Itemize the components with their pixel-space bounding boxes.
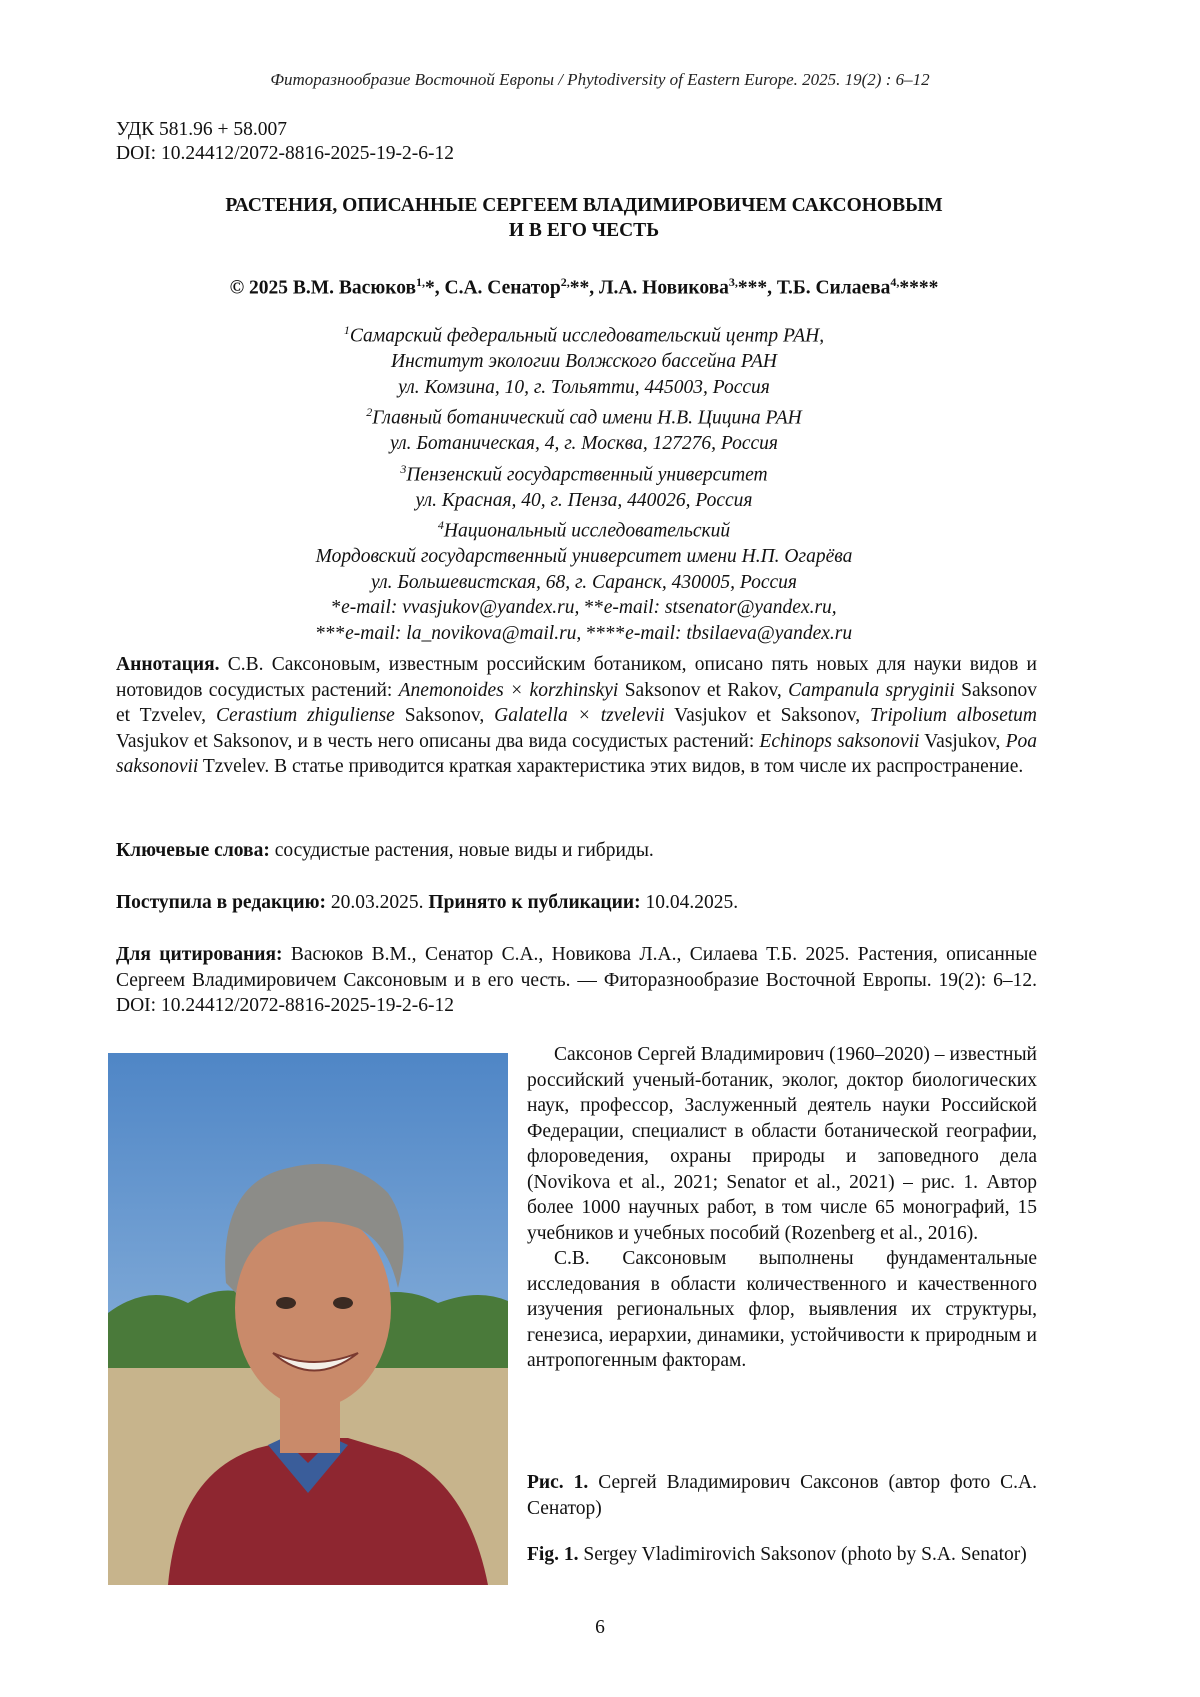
author-list [116, 270, 1052, 301]
email-link-3[interactable]: e-mail: la_novikova@mail.ru, [345, 623, 586, 644]
species-name: Echinops saksonovii [759, 731, 919, 752]
citation-label: Для цитирования: [116, 944, 282, 965]
page-number: 6 [0, 1617, 1200, 1639]
right-eye [333, 1297, 353, 1309]
species-name: Anemonoides × korzhinskyi [399, 680, 619, 701]
author-3-affil: 3, [729, 275, 738, 289]
publication-dates [116, 890, 1037, 916]
copyright: © 2025 [230, 278, 293, 299]
article-title [116, 193, 1052, 243]
email-link-1[interactable]: e-mail: vvasjukov@yandex.ru, [341, 597, 584, 618]
figure-label-ru: Рис. 1. [527, 1472, 588, 1493]
email-link-2[interactable]: e-mail: stsenator@yandex.ru, [604, 597, 837, 618]
author-1: В.М. Васюков [293, 278, 416, 299]
author-2: С.А. Сенатор [445, 278, 561, 299]
affiliation-3-org: 3Пензенский государственный университет [116, 457, 1052, 488]
abstract: Аннотация. С.В. Саксоновым, известным российским ботаником, описано пять новых для науки видов и нотовидов сосудистых растений: Anemonoides × korzhinskyi Saksonov et Rakov, Campanula spryginii Saksonov et Tzvelev, Cerastium zhiguliense Saksonov, Galatella × tzvelevii Vasjukov et Saksonov, Tripolium albosetum Vasjukov et Saksonov, и в честь него описаны два вида сосудистых растений: Echinops saksonovii Vasjukov, Poa saksonovii Tzvelev. В статье приводится краткая характеристика этих видов, в том числе их распространение. [116, 652, 1037, 780]
author-1-affil: 1, [416, 275, 425, 289]
left-eye [276, 1297, 296, 1309]
abstract-label: Аннотация. [116, 654, 220, 675]
author-4: Т.Б. Силаева [777, 278, 891, 299]
title-line-1: РАСТЕНИЯ, ОПИСАННЫЕ СЕРГЕЕМ ВЛАДИМИРОВИЧЕМ САКСОНОВЫМ [116, 193, 1052, 218]
author-2-affil: 2, [561, 275, 570, 289]
affiliation-2-org: 2Главный ботанический сад имени Н.В. Цицина РАН [116, 400, 1052, 431]
affiliation-4-university: Мордовский государственный университет имени Н.П. Огарёва [116, 544, 1052, 570]
accepted-date: 10.04.2025. [641, 892, 739, 913]
email-link-4[interactable]: e-mail: tbsilaeva@yandex.ru [625, 623, 852, 644]
figure-caption-ru: Рис. 1. Сергей Владимирович Саксонов (автор фото С.А. Сенатор) [527, 1470, 1037, 1521]
email-line-1: *e-mail: vvasjukov@yandex.ru, **e-mail: stsenator@yandex.ru, [116, 595, 1052, 621]
running-head: Фиторазнообразие Восточной Европы / Phytodiversity of Eastern Europe. 2025. 19(2) : 6–12 [0, 70, 1200, 90]
affiliation-1-org: 1Самарский федеральный исследовательский центр РАН, [116, 318, 1052, 349]
portrait-photo [108, 1053, 508, 1585]
species-name: Campanula spryginii [788, 680, 955, 701]
author-1-mark: *, [425, 278, 445, 299]
affiliations [116, 318, 1052, 646]
email-line-2: ***e-mail: la_novikova@mail.ru, ****e-mail: tbsilaeva@yandex.ru [116, 621, 1052, 647]
author-2-mark: **, [570, 278, 599, 299]
species-name: Cerastium zhiguliense [216, 705, 395, 726]
udk-code: УДК 581.96 + 58.007 [116, 118, 454, 142]
author-4-mark: **** [899, 278, 938, 299]
article-identifiers [116, 118, 454, 166]
body-text [527, 1042, 1037, 1374]
affiliation-4-address: ул. Большевистская, 68, г. Саранск, 430005, Россия [116, 570, 1052, 596]
affiliation-3-address: ул. Красная, 40, г. Пенза, 440026, Россия [116, 488, 1052, 514]
affiliation-1-institute: Институт экологии Волжского бассейна РАН [116, 349, 1052, 375]
page [0, 0, 1200, 1697]
portrait-illustration [108, 1053, 508, 1585]
species-name: Poa saksonovii [116, 731, 1037, 778]
received-date: 20.03.2025. [326, 892, 428, 913]
author-3-mark: ***, [738, 278, 777, 299]
citation [116, 942, 1037, 1019]
citation-text: Васюков В.М., Сенатор С.А., Новикова Л.А., Силаева Т.Б. 2025. Растения, описанные Сергеем Владимировичем Саксоновым и в его честь. — Фиторазнообразие Восточной Европы. 19(2): 6–12. DOI: 10.24412/2072-8816-2025-19-2-6-12 [116, 944, 1037, 1016]
author-3: Л.А. Новикова [599, 278, 729, 299]
doi: DOI: 10.24412/2072-8816-2025-19-2-6-12 [116, 142, 454, 166]
keywords-text: сосудистые растения, новые виды и гибриды. [270, 840, 654, 861]
title-line-2: И В ЕГО ЧЕСТЬ [116, 218, 1052, 243]
body-paragraph-1: Саксонов Сергей Владимирович (1960–2020) – известный российский ученый-ботаник, эколог, доктор биологических наук, профессор, Заслуженный деятель науки Российской Федерации, специалист в области ботанической географии, флороведения, охраны природы и заповедного дела (Novikova et al., 2021; Senator et al., 2021) – рис. 1. Автор более 1000 научных работ, в том числе 65 монографий, 15 учебников и учебных пособий (Rozenberg et al., 2016). [527, 1042, 1037, 1246]
accepted-label: Принято к публикации: [428, 892, 640, 913]
received-label: Поступила в редакцию: [116, 892, 326, 913]
keywords [116, 838, 1037, 864]
author-4-affil: 4, [890, 275, 899, 289]
figure-caption-en: Fig. 1. Sergey Vladimirovich Saksonov (photo by S.A. Senator) [527, 1542, 1037, 1568]
keywords-label: Ключевые слова: [116, 840, 270, 861]
affiliation-2-address: ул. Ботаническая, 4, г. Москва, 127276, Россия [116, 431, 1052, 457]
affiliation-4-org: 4Национальный исследовательский [116, 513, 1052, 544]
species-name: Tripolium albosetum [870, 705, 1037, 726]
species-name: Galatella × tzvelevii [494, 705, 665, 726]
figure-label-en: Fig. 1. [527, 1544, 578, 1565]
affiliation-1-address: ул. Комзина, 10, г. Тольятти, 445003, Россия [116, 375, 1052, 401]
body-paragraph-2: С.В. Саксоновым выполнены фундаментальные исследования в области количественного и качественного изучения региональных флор, выявления их структуры, генезиса, иерархии, динамики, устойчивости к природным и антропогенным факторам. [527, 1246, 1037, 1374]
